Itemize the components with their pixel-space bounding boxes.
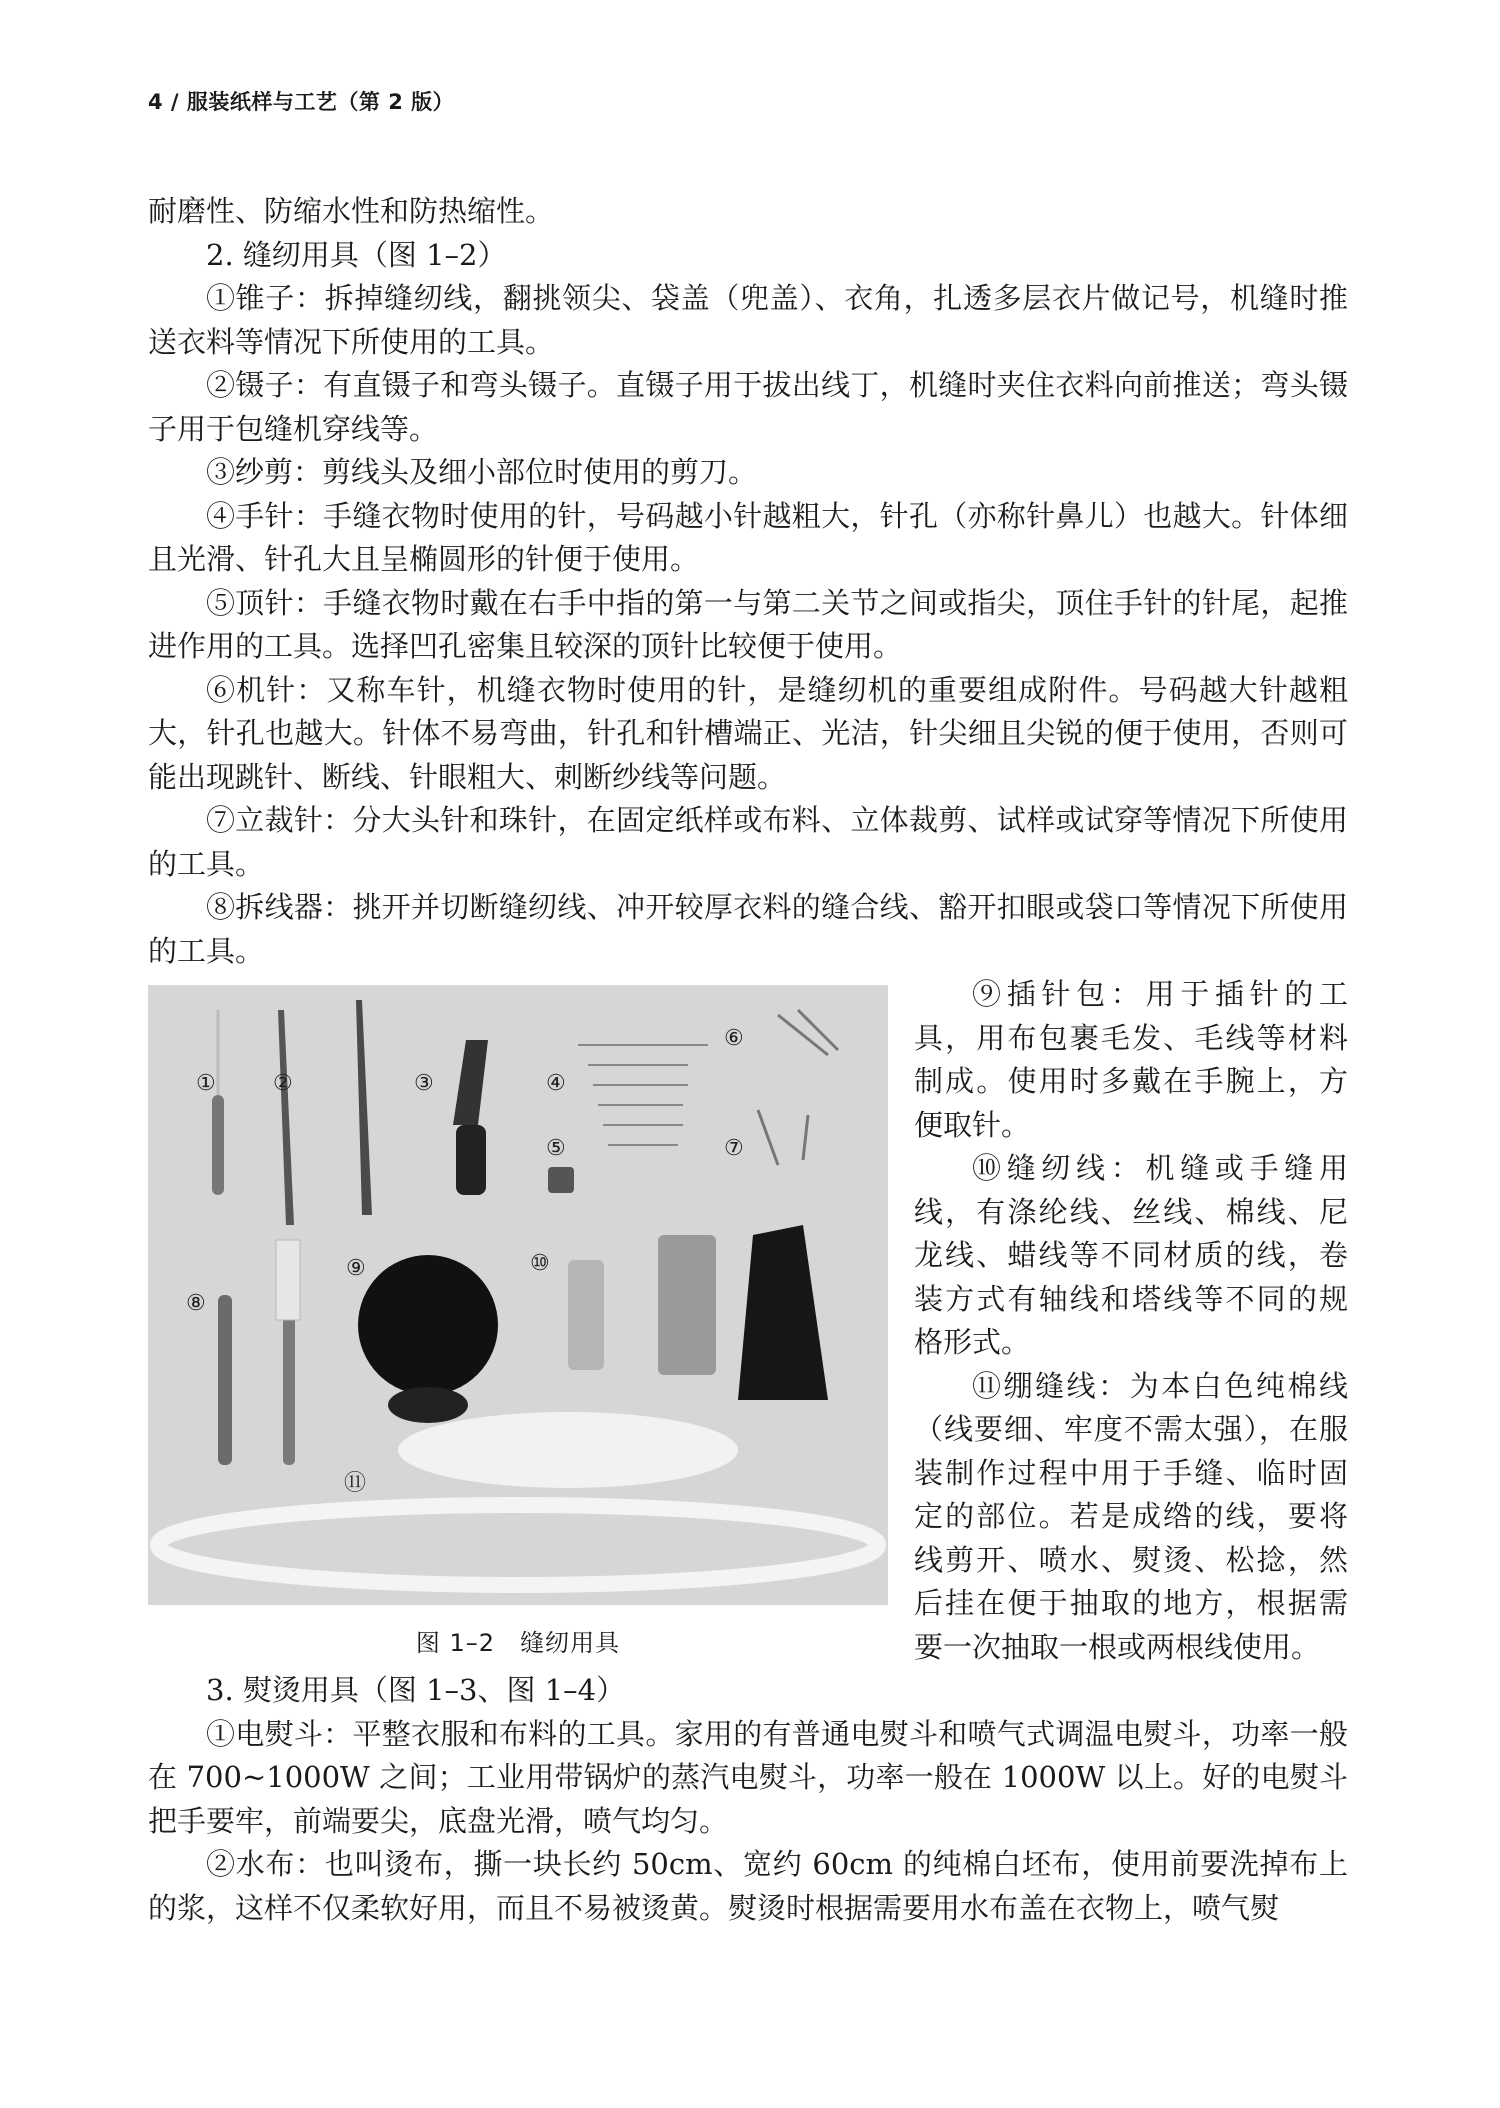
figure-label: ③ — [414, 1071, 434, 1096]
side-item: ⑪绷缝线：为本白色纯棉线（线要细、牢度不需太强），在服装制作过程中用于手缝、临时固定的部位。若是成绺的线，要将线剪开、喷水、熨烫、松捻，然后挂在便于抽取的地方，根据需要一次抽取一根或两根线使用。 — [914, 1368, 1348, 1664]
list-item: ③纱剪：剪线头及细小部位时使用的剪刀。 — [206, 455, 758, 489]
list-item: ①电熨斗：平整衣服和布料的工具。家用的有普通电熨斗和喷气式调温电熨斗，功率一般在 700~1000W 之间；工业用带锅炉的蒸汽电熨斗，功率一般在 1000W 以上。好的电熨斗把手要牢，前端要尖，底盘光滑，喷气均匀。 — [148, 1716, 1348, 1838]
figure-label: ⑪ — [344, 1471, 367, 1496]
section-heading: 2. 缝纫用具（图 1–2） — [206, 237, 507, 272]
figure-1-2 — [148, 985, 888, 1658]
figure-label: ⑧ — [186, 1291, 206, 1316]
list-item: ⑤顶针：手缝衣物时戴在右手中指的第一与第二关节之间或指尖，顶住手针的针尾，起推进作用的工具。选择凹孔密集且较深的顶针比较便于使用。 — [148, 585, 1348, 663]
list-item: ⑦立裁针：分大头针和珠针，在固定纸样或布料、立体裁剪、试样或试穿等情况下所使用的工具。 — [148, 803, 1348, 881]
figure-label: ⑩ — [530, 1251, 550, 1276]
figure-caption: 图 1–2 缝纫用具 — [415, 1629, 621, 1657]
figure-with-text — [148, 973, 1348, 1669]
section-heading: 3. 熨烫用具（图 1–3、图 1–4） — [206, 1673, 626, 1707]
figure-label: ① — [196, 1071, 216, 1096]
list-item: ②镊子：有直镊子和弯头镊子。直镊子用于拔出线丁，机缝时夹住衣料向前推送；弯头镊子用于包缝机穿线等。 — [148, 368, 1348, 446]
list-item: ④手针：手缝衣物时使用的针，号码越小针越粗大，针孔（亦称针鼻儿）也越大。针体细且光滑、针孔大且呈椭圆形的针便于使用。 — [148, 498, 1348, 576]
body-text — [148, 190, 1348, 1930]
figure-label: ⑥ — [724, 1026, 744, 1051]
figure-label: ② — [273, 1071, 293, 1096]
book-title: 服装纸样与工艺（第 2 版） — [186, 90, 455, 114]
figure-label: ⑨ — [346, 1256, 366, 1281]
list-item: ⑥机针：又称车针，机缝衣物时使用的针，是缝纫机的重要组成附件。号码越大针越粗大，针孔也越大。针体不易弯曲，针孔和针槽端正、光洁，针尖细且尖锐的便于使用，否则可能出现跳针、断线、针眼粗大、刺断纱线等问题。 — [148, 672, 1348, 794]
list-item: ⑧拆线器：挑开并切断缝纫线、冲开较厚衣料的缝合线、豁开扣眼或袋口等情况下所使用的工具。 — [148, 890, 1348, 968]
paragraph: 耐磨性、防缩水性和防热缩性。 — [148, 194, 555, 228]
header-separator: / — [163, 90, 187, 114]
figure-label: ⑤ — [546, 1136, 566, 1161]
list-item: ①锥子：拆掉缝纫线，翻挑领尖、袋盖（兜盖）、衣角，扎透多层衣片做记号，机缝时推送衣料等情况下所使用的工具。 — [148, 281, 1348, 359]
page-number: 4 — [148, 90, 164, 114]
figure-label: ④ — [546, 1071, 566, 1096]
sewing-tools-photo — [148, 985, 888, 1605]
figure-label: ⑦ — [724, 1136, 744, 1161]
running-header — [148, 86, 454, 116]
list-item: ②水布：也叫烫布，撕一块长约 50cm、宽约 60cm 的纯棉白坯布，使用前要洗掉布上的浆，这样不仅柔软好用，而且不易被烫黄。熨烫时根据需要用水布盖在衣物上，喷气熨 — [148, 1847, 1348, 1925]
side-item: ⑨插针包：用于插针的工具，用布包裹毛发、毛线等材料制成。使用时多戴在手腕上，方便取针。 — [914, 977, 1348, 1142]
side-item: ⑩缝纫线：机缝或手缝用线，有涤纶线、丝线、棉线、尼龙线、蜡线等不同材质的线，卷装方式有轴线和塔线等不同的规格形式。 — [914, 1151, 1348, 1359]
